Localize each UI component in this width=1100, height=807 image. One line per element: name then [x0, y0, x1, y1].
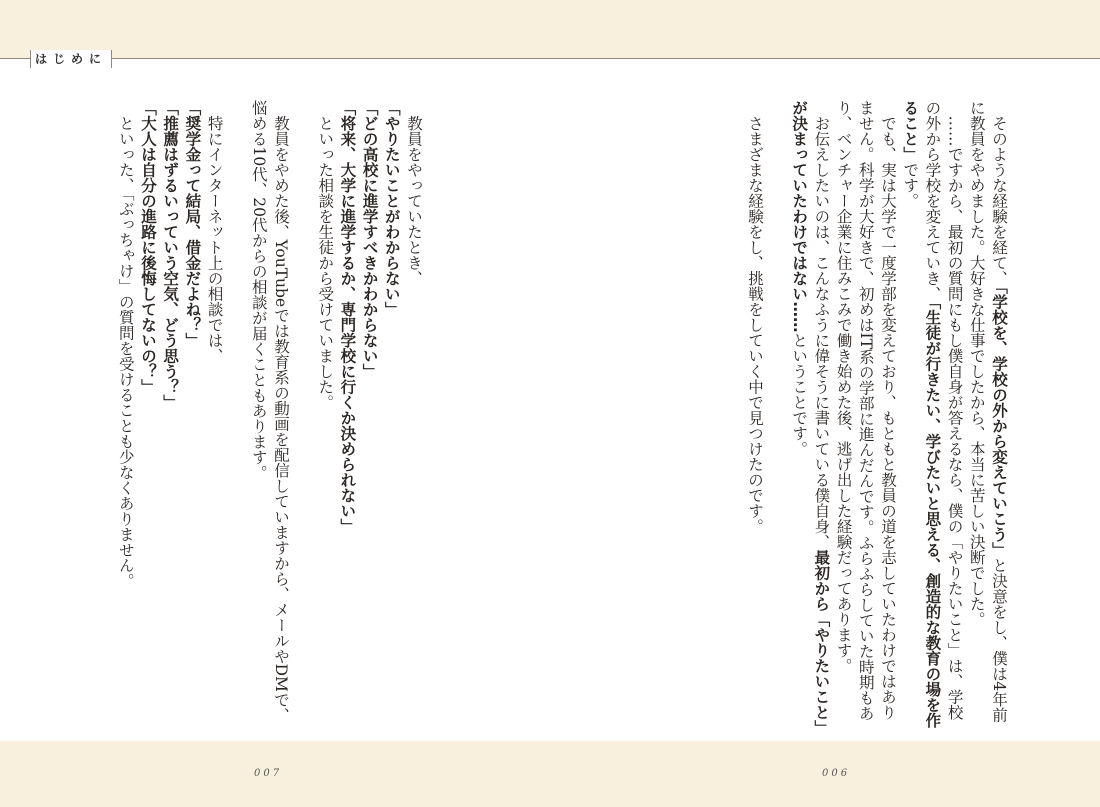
quote: 「どの高校に進学すべきかわからない」 — [360, 100, 379, 379]
bold-phrase: 「学校を、学校の外から変えていこう」 — [990, 286, 1008, 558]
header-rule — [0, 58, 1100, 59]
chapter-title: はじめに — [30, 50, 112, 68]
paragraph: 教員をやっていたとき、 — [405, 115, 423, 286]
spacer — [766, 100, 788, 730]
paragraph: といった、「ぶっちゃけ」の質問を受けることも少なくありません。 — [116, 115, 135, 589]
paragraph: お伝えしたいのは、こんなふうに偉そうに書いている僕自身、最初から「やりたいこと」が決まっていたわけではない……ということです。 — [790, 100, 831, 728]
quote: 「大人は自分の進路に後悔してないの？」 — [138, 100, 157, 395]
quote: 「将来、大学に進学するか、専門学校に行くか決められない」 — [338, 100, 357, 534]
paragraph: といった相談を生徒から受けていました。 — [316, 115, 335, 410]
paragraph: でも、実は大学で一度学部を変えており、もともと教員の道を志していたわけではありません。科学が大好きで、初めはIT系の学部に進んだんです。ふらふらしていた時期もあり、ベンチャー企業に住みこみで働き始めた後、逃げ出した経験だってあります。 — [834, 100, 897, 721]
spacer — [292, 100, 314, 730]
header-band — [0, 0, 1100, 58]
paragraph: さまざまな経験をし、挑戦をしていく中で見つけたのです。 — [745, 115, 764, 534]
paragraph: そのような経験を経て、「学校を、学校の外から変えていこう」と決意をし、僕は4年前に教員をやめました。大好きな仕事でしたから、本当に苦しい決断でした。 — [967, 100, 1008, 723]
quote: 「やりたいことがわからない」 — [382, 100, 401, 317]
left-page-body — [105, 100, 425, 730]
footer-band — [0, 741, 1100, 807]
spacer — [226, 100, 248, 730]
page-number-right: 006 — [822, 768, 851, 779]
bold-phrase: 最初から「やりたいこと」が決まっていたわけではない…… — [790, 100, 831, 728]
bold-phrase: 「生徒が行きたい、学びたいと思える、創造的な教育の場を作ること」 — [901, 100, 942, 728]
paragraph: 特にインターネット上の相談では、 — [205, 115, 224, 364]
right-page-body — [470, 100, 1010, 730]
quote: 「奨学金って結局、借金だよね？」 — [183, 100, 202, 348]
page-number-left: 007 — [254, 768, 283, 779]
paragraph: ……ですから、最初の質問にもし僕自身が答えるなら、僕の「やりたいこと」は、学校の外から学校を変えていき、「生徒が行きたい、学びたいと思える、創造的な教育の場を作ること」です。 — [901, 100, 964, 728]
paragraph: 教員をやめた後、YouTubeでは教育系の動画を配信していますから、メールやDMで、悩める10代、20代からの相談が届くこともあります。 — [249, 100, 290, 723]
quote: 「推薦はずるいっていう空気、どう思う？」 — [161, 100, 180, 410]
